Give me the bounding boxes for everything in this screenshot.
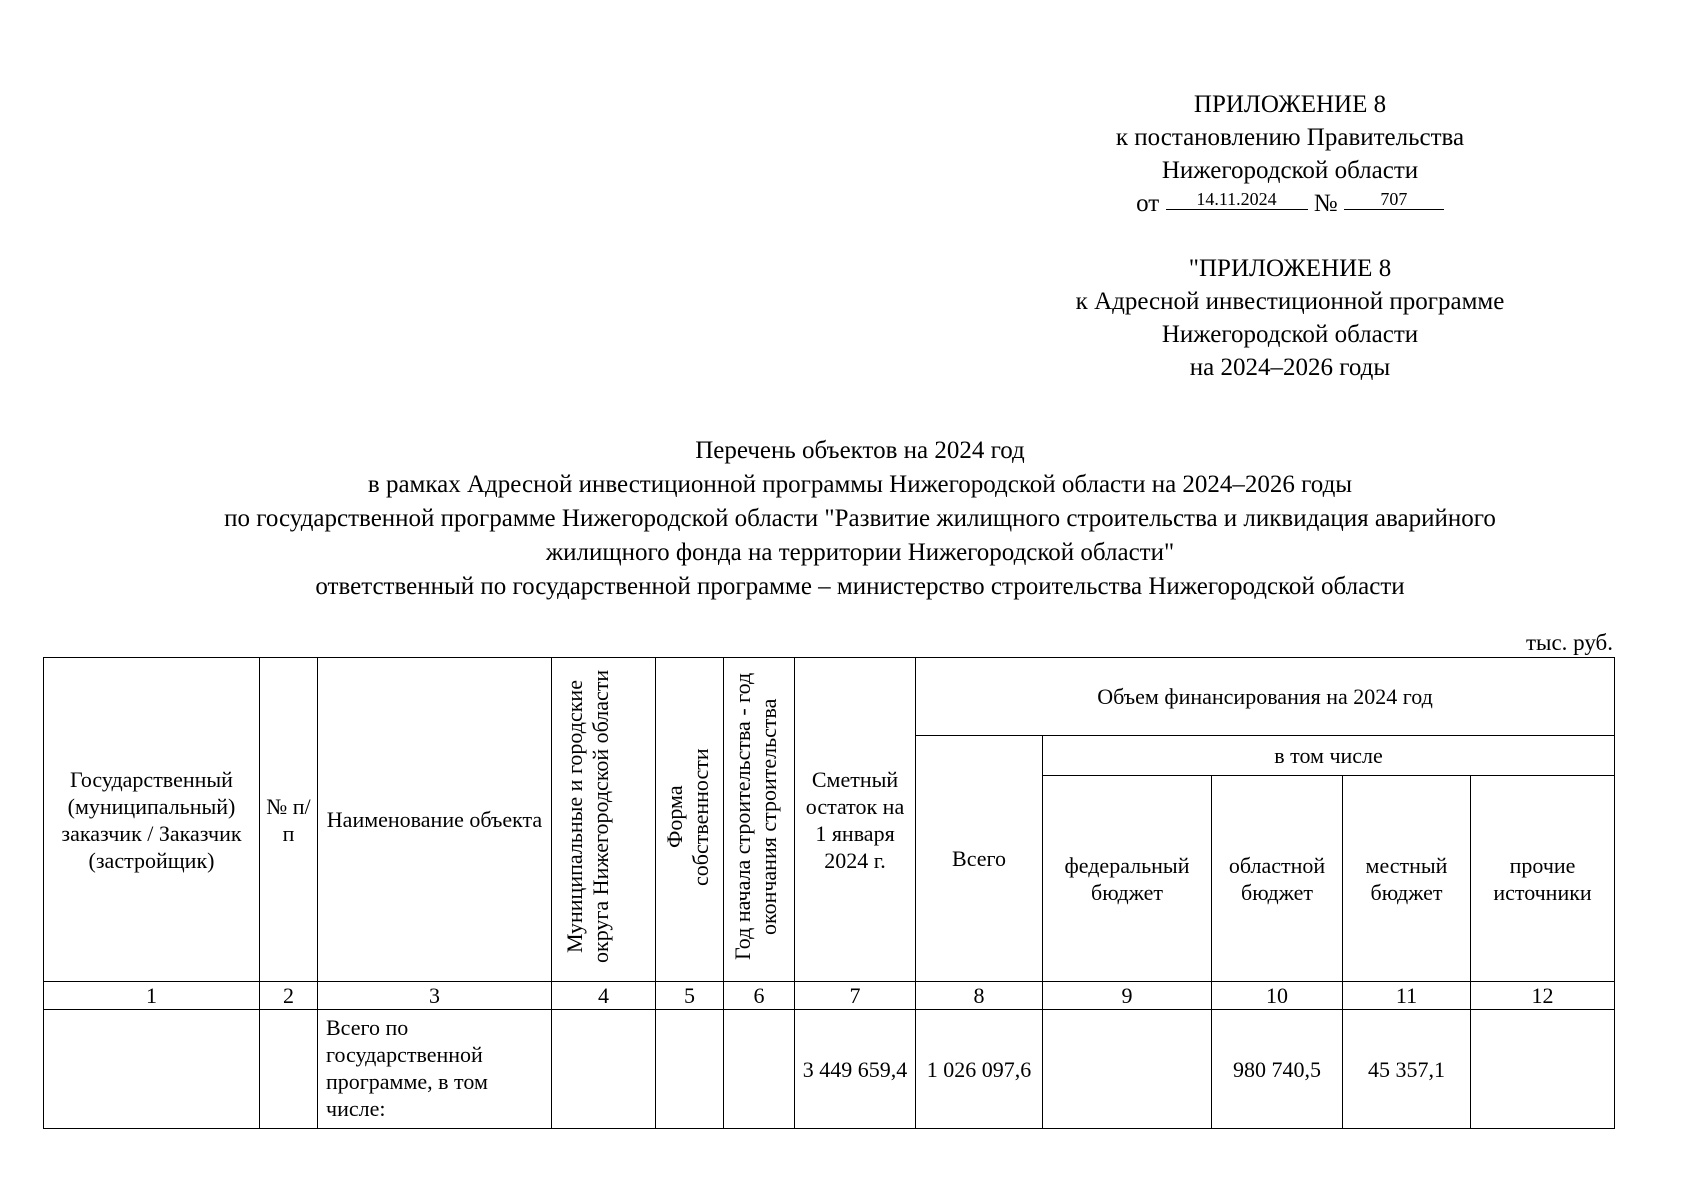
stamp-date-line — [1000, 187, 1580, 220]
title-line-3: по государственной программе Нижегородской области "Развитие жилищного строительства и ликвидация аварийного — [224, 505, 1496, 532]
column-number: 12 — [1471, 982, 1615, 1010]
column-number: 1 — [44, 982, 260, 1010]
cell-other — [1471, 1010, 1615, 1129]
header-estimate: Сметный остаток на 1 января 2024 г. — [795, 658, 916, 982]
title-line-5: ответственный по государственной программе – министерство строительства Нижегородской области — [315, 573, 1405, 600]
title-line-1: Перечень объектов на 2024 год — [695, 437, 1025, 464]
cell-federal — [1043, 1010, 1212, 1129]
column-number: 10 — [1212, 982, 1343, 1010]
header-ownership-cell — [656, 658, 724, 982]
header-ownership: Форма собственности — [661, 747, 713, 886]
stamp-number-label: № — [1313, 190, 1338, 217]
annex-program-line: к Адресной инвестиционной программе — [1075, 288, 1505, 315]
stamp-decree-line: к постановлению Правительства — [1115, 124, 1465, 151]
header-regional: областной бюджет — [1212, 776, 1343, 982]
units-label: тыс. руб. — [1525, 630, 1613, 655]
header-districts-cell — [552, 658, 656, 982]
header-federal: федеральный бюджет — [1043, 776, 1212, 982]
cell-estimate: 3 449 659,4 — [795, 1010, 916, 1129]
cell-customer — [44, 1010, 260, 1129]
column-number: 9 — [1043, 982, 1212, 1010]
title-line-2: в рамках Адресной инвестиционной программы Нижегородской области на 2024–2026 годы — [367, 471, 1353, 498]
stamp-date: 14.11.2024 — [1166, 189, 1308, 210]
header-other: прочие источники — [1471, 776, 1615, 982]
column-number: 6 — [724, 982, 795, 1010]
annex-region-line: Нижегородской области — [1161, 321, 1419, 348]
annex-years-line: на 2024–2026 годы — [1189, 354, 1391, 381]
stamp-appendix-title: ПРИЛОЖЕНИЕ 8 — [1193, 91, 1387, 118]
annex-title: "ПРИЛОЖЕНИЕ 8 — [1188, 255, 1392, 282]
cell-local: 45 357,1 — [1343, 1010, 1471, 1129]
header-object-name: Наименование объекта — [318, 658, 552, 982]
header-local: местный бюджет — [1343, 776, 1471, 982]
column-number: 11 — [1343, 982, 1471, 1010]
column-number: 5 — [656, 982, 724, 1010]
stamp-from-label: от — [1136, 190, 1160, 217]
annex-heading — [1000, 252, 1580, 384]
document-title — [60, 434, 1660, 604]
title-line-4: жилищного фонда на территории Нижегородской области" — [545, 539, 1175, 566]
header-years-cell — [724, 658, 795, 982]
header-financing: Объем финансирования на 2024 год — [916, 658, 1615, 736]
header-number: № п/п — [260, 658, 318, 982]
cell-ownership — [656, 1010, 724, 1129]
objects-table — [43, 657, 1615, 1129]
cell-years — [724, 1010, 795, 1129]
cell-number — [260, 1010, 318, 1129]
column-number: 7 — [795, 982, 916, 1010]
cell-object-name: Всего по государственной программе, в том числе: — [318, 1010, 552, 1129]
header-total: Всего — [916, 736, 1043, 982]
column-number: 2 — [260, 982, 318, 1010]
table-row — [44, 1010, 1615, 1129]
cell-regional: 980 740,5 — [1212, 1010, 1343, 1129]
header-districts: Муниципальные и городские округа Нижегородской области — [561, 669, 613, 964]
column-number: 3 — [318, 982, 552, 1010]
header-customer: Государственный (муниципальный) заказчик / Заказчик (застройщик) — [44, 658, 260, 982]
column-number: 4 — [552, 982, 656, 1010]
decree-stamp — [1000, 88, 1580, 220]
stamp-number: 707 — [1344, 189, 1444, 210]
column-numbers-row — [44, 982, 1615, 1010]
header-including: в том числе — [1043, 736, 1615, 776]
cell-total: 1 026 097,6 — [916, 1010, 1043, 1129]
column-number: 8 — [916, 982, 1043, 1010]
cell-districts — [552, 1010, 656, 1129]
stamp-region-line: Нижегородской области — [1161, 157, 1419, 184]
header-years: Год начала строительства - год окончания строительства — [730, 672, 781, 961]
